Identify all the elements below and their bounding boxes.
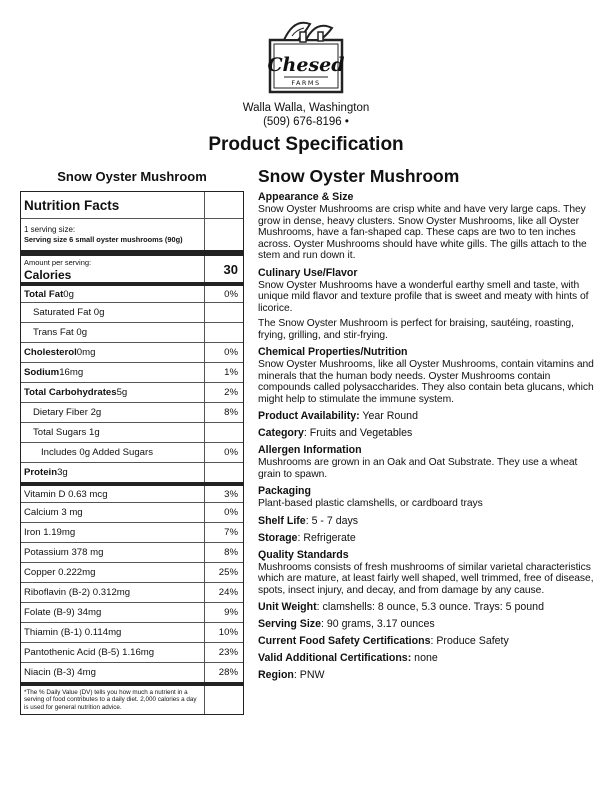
quality-heading: Quality Standards xyxy=(258,548,349,561)
nutrient-row: Cholesterol 0mg 0% xyxy=(21,342,243,362)
appearance-heading: Appearance & Size xyxy=(258,191,354,203)
availability-line: Product Availability: Year Round xyxy=(258,410,418,422)
svg-text:Chesed: Chesed xyxy=(267,54,345,76)
calories-label: Calories xyxy=(24,268,72,282)
nutrient-row: Total Carbohydrates 5g 2% xyxy=(21,382,243,402)
vitamin-row: Potassium 378 mg 8% xyxy=(21,542,243,562)
product-specification xyxy=(258,166,594,685)
chesed-farms-logo xyxy=(264,14,348,98)
vitamin-row: Riboflavin (B-2) 0.312mg 24% xyxy=(21,582,243,602)
logo-mushroom-icon xyxy=(264,14,348,98)
vitamin-row: Iron 1.19mg 7% xyxy=(21,522,243,542)
vitamin-row: Niacin (B-3) 4mg 28% xyxy=(21,662,243,682)
svg-text:FARMS: FARMS xyxy=(291,79,321,87)
vitamin-row: Folate (B-9) 34mg 9% xyxy=(21,602,243,622)
nutrient-row: Includes 0g Added Sugars 0% xyxy=(21,442,243,462)
vitamin-row: Pantothenic Acid (B-5) 1.16mg 23% xyxy=(21,642,243,662)
page-title: Product Specification xyxy=(208,134,404,155)
shelf-life-line: Shelf Life: 5 - 7 days xyxy=(258,514,359,527)
packaging-heading: Packaging xyxy=(258,485,311,497)
storage-line: Storage: Refrigerate xyxy=(258,531,356,544)
nutrient-row: Protein 3g xyxy=(21,462,243,482)
spec-title: Snow Oyster Mushroom xyxy=(258,166,460,186)
farm-phone: (509) 676-8196 • xyxy=(263,116,349,128)
daily-value-footnote: *The % Daily Value (DV) tells you how much a nutrient in a serving of food contributes to a daily diet. 2,000 calories a day is used for general nutrition advice. xyxy=(21,686,205,714)
allergen-heading: Allergen Information xyxy=(258,444,362,456)
vitamin-row: Calcium 3 mg 0% xyxy=(21,502,243,522)
nutrient-row: Saturated Fat 0g xyxy=(21,302,243,322)
vitamin-row: Copper 0.222mg 25% xyxy=(21,562,243,582)
servings-line: 1 serving size: xyxy=(24,224,76,234)
allergen-text: Mushrooms are grown in an Oak and Oat Substrate. They use a wheat grain to spawn. xyxy=(258,457,578,480)
culinary-text-1: Snow Oyster Mushrooms have a wonderful earthy smell and taste, with unique mild flavor and texture profile that is sweet and meaty with hints of licorice. xyxy=(258,279,589,314)
serving-size-line: Serving Size: 90 grams, 3.17 ounces xyxy=(258,618,435,630)
vitamin-row: Vitamin D 0.63 mcg 3% xyxy=(21,482,243,502)
nutrition-title-row xyxy=(21,192,243,218)
serving-size-line: Serving size 6 small oyster mushrooms (90g) xyxy=(24,234,183,244)
farm-location: Walla Walla, Washington xyxy=(242,102,370,114)
nutrition-title: Nutrition Facts xyxy=(21,192,205,218)
nutrient-row: Total Fat 0g 0% xyxy=(21,282,243,302)
appearance-text: Snow Oyster Mushrooms are crisp white and have very large caps. They grow in dense, heavy clusters. Snow Oyster Mushrooms, like all Oyster Mushrooms, have a fan-shaped cap. These caps are two to ten inches across. Oyster Mushrooms should have white gills. The gills attach to the stem and run down it. xyxy=(258,204,587,261)
nutrient-row: Sodium 16mg 1% xyxy=(21,362,243,382)
nutrition-facts-table xyxy=(20,191,244,715)
region-line: Region: PNW xyxy=(258,669,325,681)
nutrient-row: Dietary Fiber 2g 8% xyxy=(21,402,243,422)
nutrition-product-heading: Snow Oyster Mushroom xyxy=(57,169,207,184)
quality-text: Mushrooms consists of fresh mushrooms of similar varietal characteristics which are mature, at least fairly well shaped, well trimmed, free of disease, spots, insect injury, and decay, and from damage by any cause. xyxy=(258,561,594,596)
calories-row xyxy=(21,250,243,282)
nutrient-row: Trans Fat 0g xyxy=(21,322,243,342)
nutrient-row: Total Sugars 1g xyxy=(21,422,243,442)
chemical-heading: Chemical Properties/Nutrition xyxy=(258,346,408,358)
calories-value: 30 xyxy=(223,261,238,277)
unit-weight-line: Unit Weight: clamshells: 8 ounce, 5.3 ounce. Trays: 5 pound xyxy=(258,601,544,613)
chemical-text: Snow Oyster Mushrooms, like all Oyster Mushrooms, contain vitamins and minerals that the human body needs. Oyster Mushrooms contain compounds called polysaccharides. They also contain beta glucans, which might help to stimulate the immune system. xyxy=(258,359,594,405)
daily-value-footnote-row xyxy=(21,682,243,714)
serving-info-row xyxy=(21,218,243,250)
food-safety-cert-line: Current Food Safety Certifications: Produce Safety xyxy=(258,635,509,647)
category-line: Category: Fruits and Vegetables xyxy=(258,427,413,439)
packaging-text: Plant-based plastic clamshells, or cardboard trays xyxy=(258,498,483,509)
additional-cert-line: Valid Additional Certifications: none xyxy=(258,652,438,664)
amount-per-serving: Amount per serving: xyxy=(24,258,92,267)
culinary-text-2: The Snow Oyster Mushroom is perfect for braising, sautéing, roasting, frying, grilling, and stir-frying. xyxy=(258,318,574,341)
culinary-heading: Culinary Use/Flavor xyxy=(258,266,358,279)
vitamin-row: Thiamin (B-1) 0.114mg 10% xyxy=(21,622,243,642)
